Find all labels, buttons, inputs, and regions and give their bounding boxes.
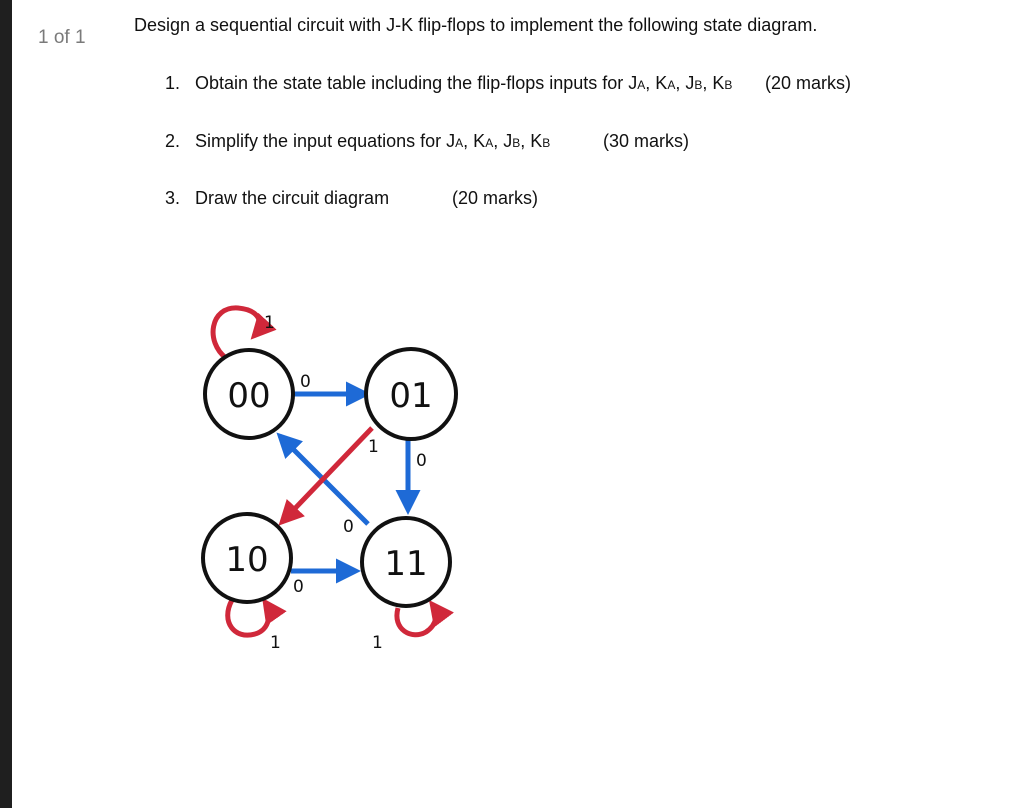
task-1: 1. Obtain the state table including the flip-flops inputs for JA, KA, JB, KB (20 marks) xyxy=(165,73,852,93)
edge-01-to-10 xyxy=(282,428,372,522)
task-text: Obtain the state table including the flip-flops inputs for xyxy=(195,73,629,93)
task-marks: (30 marks) xyxy=(603,131,690,151)
label-00-01: 0 xyxy=(300,372,311,392)
label-01-11: 0 xyxy=(416,451,427,471)
label-11-00: 0 xyxy=(343,517,354,537)
state-10 xyxy=(203,514,291,602)
svg-text:11: 11 xyxy=(384,544,428,584)
task-number: 2. xyxy=(165,131,181,151)
question-text: Design a sequential circuit with J-K flip-flops to implement the following state diagram. xyxy=(134,15,818,35)
loop-10 xyxy=(228,600,269,635)
task-marks: (20 marks) xyxy=(765,73,852,93)
state-00 xyxy=(205,350,293,438)
label-10-11: 0 xyxy=(293,577,304,597)
svg-text:10: 10 xyxy=(225,540,269,580)
svg-text:01: 01 xyxy=(389,376,433,416)
state-diagram xyxy=(180,290,480,660)
loop-11 xyxy=(397,604,436,635)
svg-text:00: 00 xyxy=(227,376,271,416)
task-text: Simplify the input equations for xyxy=(195,131,447,151)
task-number: 1. xyxy=(165,73,181,93)
viewer-left-bar xyxy=(0,0,12,808)
state-11 xyxy=(362,518,450,606)
label-loop-00: 1 xyxy=(264,313,275,333)
label-loop-10: 1 xyxy=(270,633,281,653)
state-01 xyxy=(366,349,456,439)
label-01-10: 1 xyxy=(368,437,379,457)
task-marks: (20 marks) xyxy=(452,188,539,208)
task-number: 3. xyxy=(165,188,181,208)
label-loop-11: 1 xyxy=(372,633,383,653)
task-2: 2. Simplify the input equations for JA, KA, JB, KB (30 marks) xyxy=(165,131,690,151)
page-counter: 1 of 1 xyxy=(38,27,86,48)
task-text: Draw the circuit diagram xyxy=(195,188,390,208)
task-3 xyxy=(165,188,539,209)
